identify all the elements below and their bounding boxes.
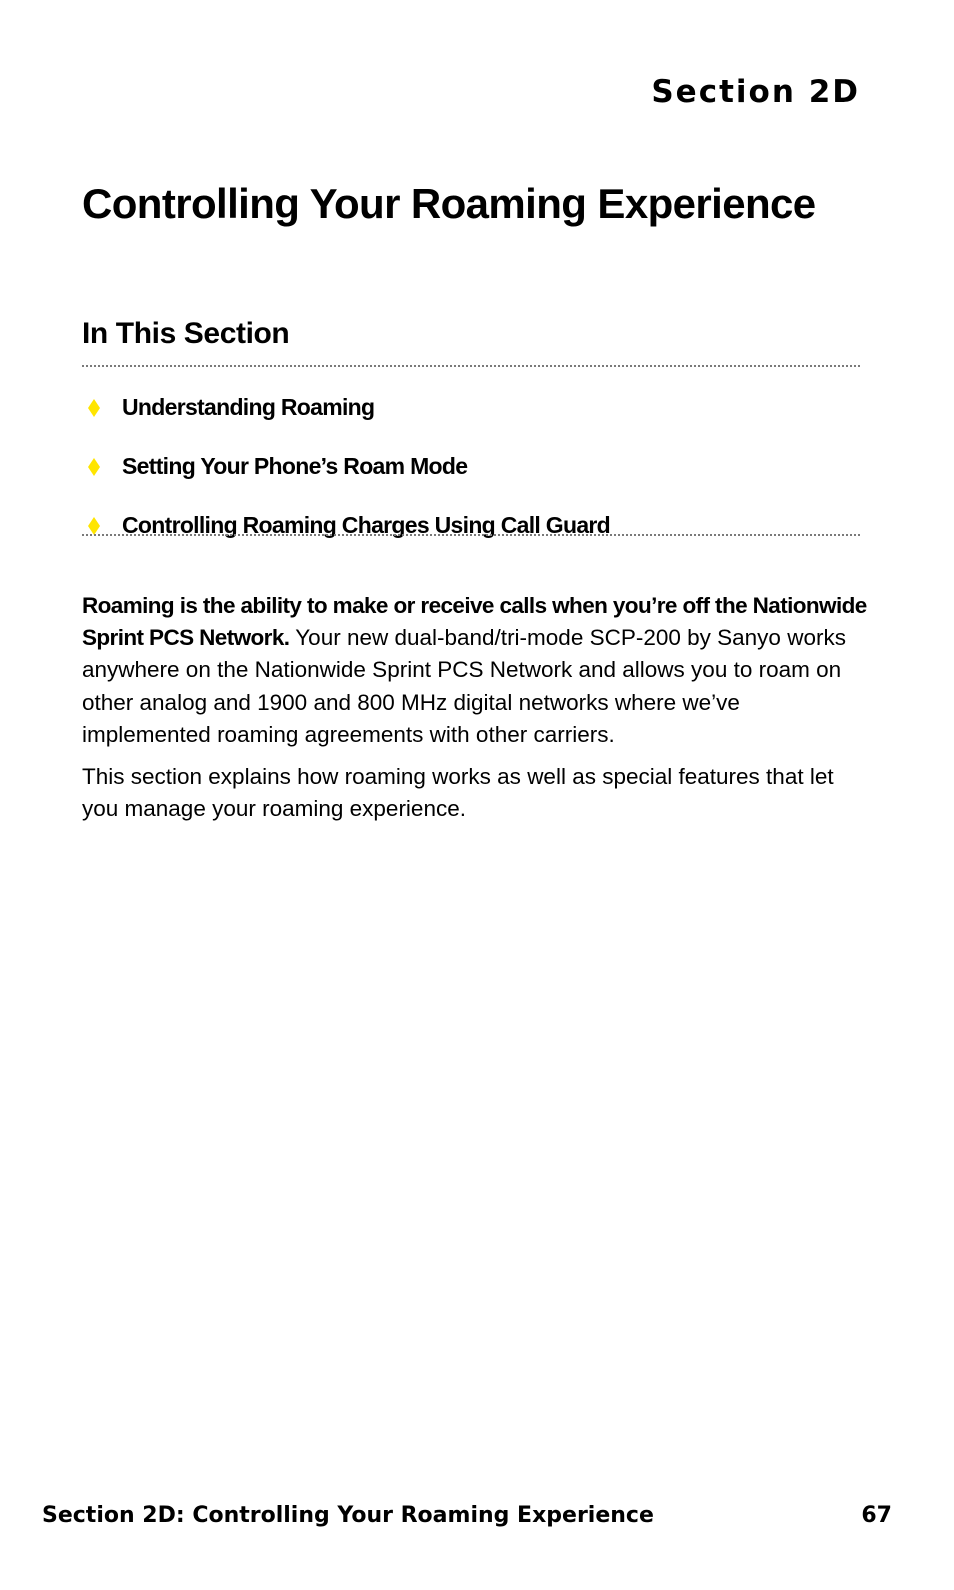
diamond-bullet-icon	[83, 456, 105, 478]
page-number: 67	[861, 1503, 892, 1528]
second-paragraph: This section explains how roaming works as well as special features that let you manage your roaming experience.	[82, 764, 834, 822]
list-item-label: Setting Your Phone’s Roam Mode	[122, 453, 468, 479]
intro-lead-bold: Roaming is the ability to make or receive calls when you’re off the Nationwide Sprint PCS Network.	[82, 593, 867, 651]
list-item	[82, 437, 860, 496]
list-item	[82, 496, 860, 555]
intro-rest: Your new dual-band/tri-mode SCP-200 by Sanyo works anywhere on the Nationwide Sprint PCS Network and allows you to roam on other analog and 1900 and 800 MHz digital networks where we’ve implemented roaming agreements with other carriers.	[82, 625, 846, 747]
list-item	[82, 378, 860, 437]
intro-paragraph	[82, 590, 872, 751]
list-item-label: Controlling Roaming Charges Using Call Guard	[122, 512, 611, 538]
top-dotted-divider	[82, 365, 860, 367]
in-this-section-heading: In This Section	[82, 317, 290, 350]
page-title: Controlling Your Roaming Experience	[82, 180, 816, 227]
body-text	[82, 590, 872, 835]
section-contents-list	[82, 378, 860, 555]
diamond-bullet-icon	[83, 397, 105, 419]
bottom-dotted-divider	[82, 534, 860, 536]
footer-running-title: Section 2D: Controlling Your Roaming Experience	[42, 1503, 654, 1528]
section-label: Section 2D	[651, 74, 860, 110]
list-item-label: Understanding Roaming	[122, 394, 375, 420]
